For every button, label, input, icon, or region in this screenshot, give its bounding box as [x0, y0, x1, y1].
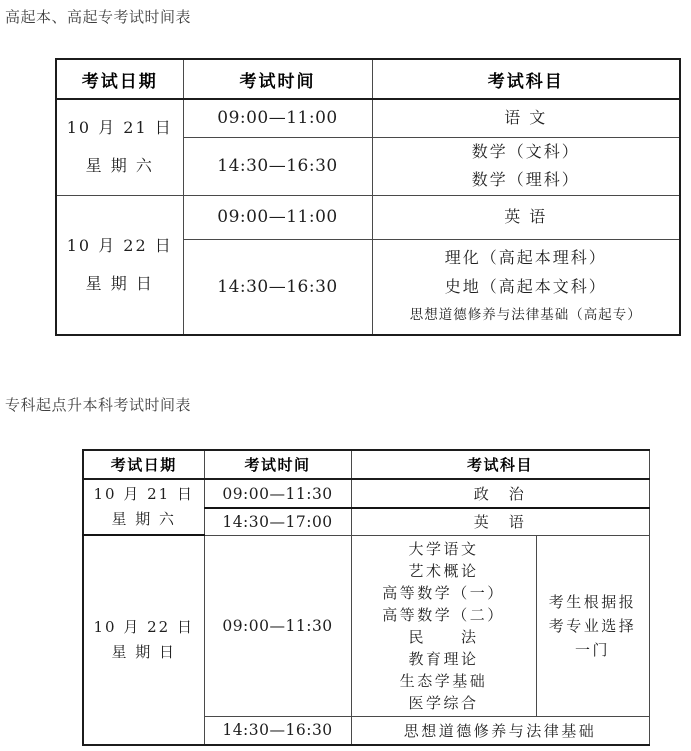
header-exam-subject: 考试科目 — [372, 59, 680, 99]
time-cell: 09:00—11:30 — [204, 479, 351, 508]
subject-cell — [372, 99, 680, 137]
subject-line: 思想道德修养与法律基础（高起专） — [409, 307, 642, 324]
header-exam-subject: 考试科目 — [351, 450, 649, 479]
subject-cell — [372, 195, 680, 239]
time-cell: 14:30—16:30 — [183, 137, 372, 195]
weekday-line: 星 期 日 — [85, 273, 154, 293]
date-cell-oct21 — [83, 479, 204, 535]
note-line: 考专业选择 — [548, 616, 637, 635]
subject-cell: 政 治 — [351, 479, 649, 508]
time-cell: 09:00—11:00 — [183, 99, 372, 137]
note-line: 考生根据报 — [548, 592, 637, 611]
subject-cell: 思想道德修养与法律基础 — [351, 716, 649, 745]
weekday-line: 星 期 六 — [85, 156, 154, 176]
weekday-line: 星 期 日 — [111, 643, 177, 661]
date-line: 10 月 21 日 — [93, 485, 194, 503]
header-exam-time: 考试时间 — [183, 59, 372, 99]
subject-line: 语 文 — [504, 108, 548, 128]
table-row — [56, 195, 680, 239]
subject-line: 教育理论 — [408, 649, 479, 668]
subject-line: 英 语 — [504, 207, 548, 226]
subject-line: 大学语文 — [408, 539, 479, 558]
subject-cell: 英 语 — [351, 508, 649, 535]
time-cell: 14:30—16:30 — [183, 239, 372, 335]
time-cell: 09:00—11:00 — [183, 195, 372, 239]
choice-note-cell — [536, 535, 649, 716]
table2-header-row — [83, 450, 649, 479]
table-row — [56, 99, 680, 137]
subject-line: 史地（高起本文科） — [444, 277, 607, 297]
table1-title: 高起本、高起专考试时间表 — [5, 9, 192, 26]
zhuanshengben-exam-timetable — [82, 449, 650, 746]
date-line: 10 月 22 日 — [93, 618, 194, 636]
subject-cell — [372, 239, 680, 335]
subject-line: 数学（理科） — [471, 170, 580, 189]
subject-cell — [372, 137, 680, 195]
time-cell: 14:30—17:00 — [204, 508, 351, 535]
subject-line: 高等数学（一） — [382, 583, 505, 602]
weekday-line: 星 期 六 — [111, 510, 177, 528]
subject-line: 高等数学（二） — [382, 605, 505, 624]
table-row — [83, 535, 649, 716]
date-cell-oct22 — [56, 195, 183, 335]
table2-title: 专科起点升本科考试时间表 — [5, 397, 192, 414]
table-row — [83, 479, 649, 508]
time-cell: 14:30—16:30 — [204, 716, 351, 745]
subject-line: 医学综合 — [408, 693, 479, 712]
date-cell-oct21 — [56, 99, 183, 195]
header-exam-date: 考试日期 — [56, 59, 183, 99]
note-line: 一门 — [575, 640, 611, 659]
date-cell-oct22 — [83, 535, 204, 745]
date-line: 10 月 21 日 — [66, 118, 173, 138]
header-exam-time: 考试时间 — [204, 450, 351, 479]
time-cell: 09:00—11:30 — [204, 535, 351, 716]
subject-line: 民 法 — [408, 627, 479, 646]
subject-line: 艺术概论 — [408, 561, 479, 580]
table1-header-row — [56, 59, 680, 99]
subject-line: 生态学基础 — [399, 671, 488, 690]
subject-line: 理化（高起本理科） — [444, 248, 607, 268]
header-exam-date: 考试日期 — [83, 450, 204, 479]
subject-choice-list-cell — [351, 535, 536, 716]
subject-line: 数学（文科） — [471, 142, 580, 161]
date-line: 10 月 22 日 — [66, 235, 173, 255]
gaoqi-exam-timetable — [55, 58, 681, 336]
